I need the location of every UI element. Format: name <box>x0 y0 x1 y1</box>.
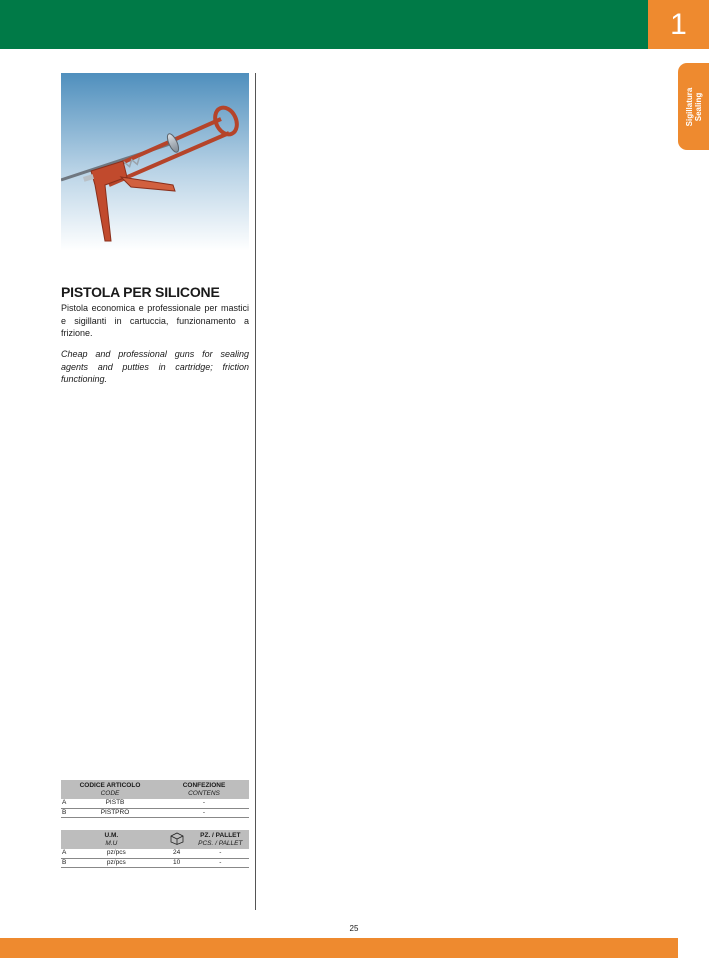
description-english: Cheap and professional guns for sealing agents and putties in cartridge; friction functioning. <box>61 349 249 384</box>
unit-value: pz/pcs <box>71 858 162 867</box>
table-row: A PISTB - <box>61 799 249 808</box>
section-tab-sealing[interactable] <box>678 63 709 150</box>
code-header: CODICE ARTICOLO CODE <box>61 780 159 799</box>
pallet-quantity: - <box>192 858 249 867</box>
contents-header: CONFEZIONE CONTENS <box>159 780 249 799</box>
footer-bar <box>0 938 678 958</box>
box-icon <box>170 832 184 845</box>
unit-value: pz/pcs <box>71 849 162 858</box>
contents-value: - <box>159 808 249 817</box>
section-tab-label: Sigillatura Sealing <box>684 87 703 126</box>
box-quantity: 10 <box>162 858 192 867</box>
table-row: A pz/pcs 24 - <box>61 849 249 858</box>
page-number: 25 <box>349 924 359 933</box>
unit-header: U.M. M.U <box>61 830 162 849</box>
product-image <box>61 73 249 251</box>
article-code: PISTB <box>71 799 159 808</box>
contents-value: - <box>159 799 249 808</box>
chapter-number: 1 <box>648 0 709 49</box>
article-code: PISTPRO <box>71 808 159 817</box>
table-row: B pz/pcs 10 - <box>61 858 249 867</box>
product-title: PISTOLA PER SILICONE <box>61 284 220 300</box>
caulking-gun-photo <box>61 73 249 251</box>
header-bar <box>0 0 709 49</box>
box-header <box>162 830 192 849</box>
code-table <box>61 780 249 818</box>
packaging-table <box>61 830 249 868</box>
pallet-quantity: - <box>192 849 249 858</box>
table-row: B PISTPRO - <box>61 808 249 817</box>
box-quantity: 24 <box>162 849 192 858</box>
description-italian: Pistola economica e professionale per mastici e sigillanti in cartuccia, funzionamento a frizione. <box>61 303 249 338</box>
pallet-header: PZ. / PALLET PCS. / PALLET <box>192 830 249 849</box>
column-divider <box>255 73 256 910</box>
